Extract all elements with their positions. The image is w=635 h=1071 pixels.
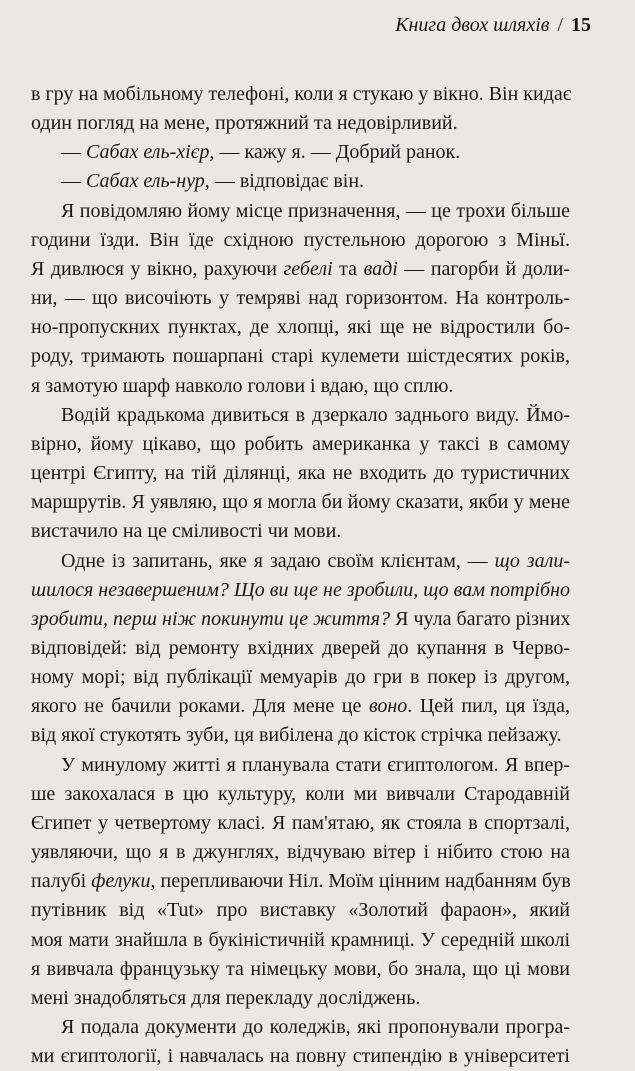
italic-run: зробити, перш ніж покинути це життя? — [31, 607, 391, 630]
text-run: — — [61, 170, 86, 193]
page-number: 15 — [571, 14, 591, 36]
text-run: та — [332, 257, 364, 280]
text-run: ше закохалася в цю культуру, коли ми вивчали Стародавній — [31, 782, 570, 805]
text-line — [31, 342, 570, 371]
text-line — [31, 634, 570, 663]
text-run: Я повідомляю йому місце призначення, — це трохи більше — [61, 199, 570, 222]
italic-run: воно — [368, 695, 408, 718]
text-run: вистачило на це сміливості чи мови. — [31, 520, 342, 543]
text-run: центрі Єгипту, на тій ділянці, яка не входить до туристичних — [31, 462, 570, 485]
text-line — [31, 401, 570, 430]
text-run: Єгипет у четвертому класі. Я пам'ятаю, як стояла в спортзалі, — [31, 811, 570, 834]
text-line — [31, 226, 570, 255]
text-run: Одне із запитань, яке я задаю своїм клієнтам, — — [61, 549, 495, 572]
text-line — [31, 809, 570, 838]
italic-run: гебелі — [283, 257, 333, 280]
text-run: палубі — [31, 870, 92, 893]
text-line — [31, 692, 570, 721]
text-run: один погляд на мене, протяжний та недовірливий. — [31, 112, 458, 135]
text-run: ни, — що височіють у темряві над горизонтом. На контроль- — [31, 287, 570, 310]
italic-run: що зали- — [494, 549, 570, 572]
text-run: Водій крадькома дивиться в дзеркало заднього виду. Ймо- — [61, 403, 570, 426]
text-line — [31, 138, 570, 167]
text-line — [31, 984, 570, 1013]
text-run: путівник від «Tut» про виставку «Золотий фараон», який — [31, 899, 570, 922]
text-run: ми єгиптології, і навчалась на повну стипендію в університеті — [31, 1045, 570, 1068]
italic-run: ваді — [363, 257, 398, 280]
text-line — [31, 488, 570, 517]
text-line — [31, 838, 570, 867]
text-run: — відповідає він. — [209, 170, 365, 193]
text-line — [31, 780, 570, 809]
text-run: роду, тримають пошарпані старі кулемети шістдесятих років, — [31, 345, 570, 368]
text-line — [31, 372, 570, 401]
text-run: маршрутів. Я уявляю, що я могла би йому сказати, якби у мене — [31, 491, 570, 514]
text-run: , перепливаючи Ніл. Моїм цінним надбанням був — [150, 870, 571, 893]
text-run: Я чула багато різних — [390, 607, 571, 630]
text-run: У минулому житті я планувала стати єгиптологом. Я впер- — [61, 753, 570, 776]
text-line — [31, 284, 570, 313]
text-line — [31, 517, 570, 546]
text-line — [31, 576, 570, 605]
text-line — [31, 751, 570, 780]
text-run: якого не бачили роками. Для мене це — [31, 695, 369, 718]
text-line — [31, 80, 570, 109]
text-run: вірно, йому цікаво, що робить американка у таксі в самому — [31, 432, 570, 455]
text-run: від якої стукотять зуби, ця вибілена до кісток стрічка пейзажу. — [31, 724, 562, 747]
text-line — [31, 896, 570, 925]
text-line — [31, 547, 570, 576]
text-run: . Цей пил, ця їзда, — [407, 695, 570, 718]
italic-run: Сабах ель-хієр, — [86, 141, 215, 164]
text-run: Я дивлюся у вікно, рахуючи — [31, 257, 284, 280]
text-line — [31, 605, 570, 634]
text-line — [31, 926, 570, 955]
text-run: відповідей: від ремонту вхідних дверей до купання в Черво- — [31, 636, 570, 659]
italic-run: фелуки — [91, 870, 151, 893]
text-line — [31, 255, 570, 284]
running-header — [395, 14, 591, 37]
text-run: — — [61, 141, 86, 164]
body-text — [31, 80, 570, 1071]
header-separator: / — [557, 14, 563, 36]
text-line — [31, 313, 570, 342]
text-run: в гру на мобільному телефоні, коли я стукаю у вікно. Він кидає — [31, 83, 572, 105]
text-line — [31, 109, 570, 138]
text-line — [31, 721, 570, 750]
text-run: — пагорби й доли- — [397, 257, 571, 280]
text-line — [31, 663, 570, 692]
text-run: уявляючи, що я в джунглях, відчуваю вітер і нібито стою на — [31, 841, 570, 864]
italic-run: Сабах ель-нур, — [86, 170, 210, 193]
text-line — [31, 867, 570, 896]
text-run: я замотую шарф навколо голови і вдаю, що сплю. — [31, 374, 454, 397]
text-run: ному морі; від публікації мемуарів до гри в покер із другом, — [31, 666, 570, 689]
text-line — [31, 1042, 570, 1071]
text-run: Я подала документи до коледжів, які пропонували програ- — [61, 1016, 570, 1038]
book-title: Книга двох шляхів — [395, 14, 550, 36]
text-run: — кажу я. — Добрий ранок. — [214, 141, 461, 164]
text-run: но-пропускних пунктах, де хлопці, які ще не відростили бо- — [31, 316, 570, 339]
text-line — [31, 1013, 570, 1042]
text-line — [31, 955, 570, 984]
text-line — [31, 459, 570, 488]
text-run: години їзди. Він їде східною пустельною дорогою з Міньї. — [31, 228, 570, 251]
italic-run: шилося незавершеним? Що ви ще не зробили, що вам потрібно — [31, 578, 570, 601]
text-line — [31, 197, 570, 226]
text-line — [31, 167, 570, 196]
text-run: я вивчала французьку та німецьку мови, бо знала, що ці мови — [31, 957, 570, 980]
text-run: моя мати знайшла в букіністичній крамниці. У середній школі — [31, 928, 570, 951]
text-line — [31, 430, 570, 459]
text-run: мені знадобляться для перекладу досліджень. — [31, 986, 421, 1009]
